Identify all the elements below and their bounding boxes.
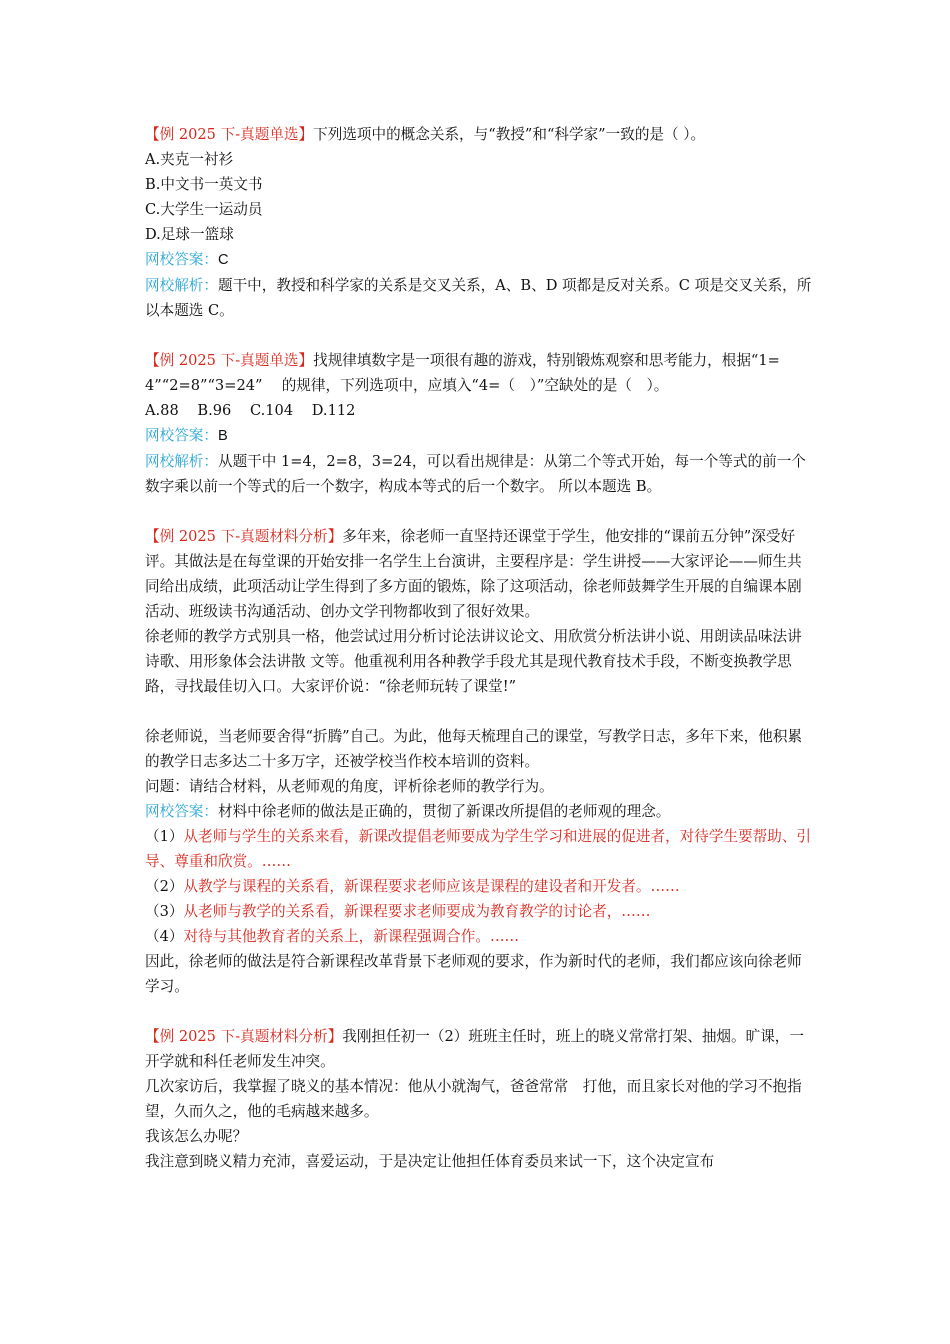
q2-stem-text: 找规律填数字是一项很有趣的游戏，特别锻炼观察和思考能力，根据“1=4”“2=8”“3=24” 的规律，下列选项中，应填入“4=（ ）”空缺处的是（ ）。 — [145, 352, 780, 394]
q2-option-a: A.88 — [145, 402, 179, 419]
q4-para4: 我注意到晓义精力充沛，喜爱运动，于是决定让他担任体育委员来试一下，这个决定宣布 — [145, 1153, 715, 1170]
q3-answer — [145, 799, 813, 824]
q3-question: 问题：请结合材料，从老师观的角度，评析徐老师的教学行为。 — [145, 778, 554, 795]
q3-para2: 徐老师的教学方式别具一格，他尝试过用分析讨论法讲议论文、用欣赏分析法讲小说、用朗读品味法讲诗歌、用形象体会法讲散 文等。他重视利用各种教学手段尤其是现代教育技术手段，不断变换教学思路，寻找最佳切入口。大家评价说：“徐老师玩转了课堂!” — [145, 628, 802, 695]
document-page — [145, 122, 813, 1174]
q1-analysis — [145, 273, 813, 323]
q2-answer-label: 网校答案： — [145, 427, 218, 444]
q1-answer-value: C — [217, 252, 229, 268]
q2-analysis-label: 网校解析： — [145, 453, 218, 470]
q2-option-c: C.104 — [249, 402, 294, 419]
q3-point-4-text: 对待与其他教育者的关系上，新课程强调合作。…… — [183, 928, 520, 945]
q2-answer — [145, 423, 813, 449]
q1-option-a: A.夹克一衬衫 — [145, 151, 234, 168]
q3-point-2 — [145, 874, 813, 899]
q2-option-b: B.96 — [197, 402, 232, 419]
q2-option-d: D.112 — [311, 402, 356, 419]
q4-tag: 【例 2025 下-真题材料分析】 — [145, 1028, 343, 1045]
q1-option-b: B.中文书一英文书 — [145, 176, 263, 193]
q3-point-1-text: 从老师与学生的关系来看，新课改提倡老师要成为学生学习和进展的促进者，对待学生要帮助、引导、尊重和欣赏。…… — [145, 828, 812, 870]
q3-point-1-num: （1） — [145, 828, 184, 845]
q1-tag: 【例 2025 下-真题单选】 — [145, 126, 314, 143]
q3-point-3 — [145, 899, 813, 924]
q3-point-1 — [145, 824, 813, 874]
q1-answer-label: 网校答案： — [145, 251, 218, 268]
q3-point-2-num: （2） — [145, 878, 184, 895]
q3-answer-label: 网校答案： — [145, 803, 218, 820]
q2-analysis — [145, 449, 813, 499]
q1-analysis-text: 题干中，教授和科学家的关系是交叉关系，A、B、D 项都是反对关系。C 项是交叉关系，所以本题选 C。 — [145, 277, 812, 319]
q2-analysis-text: 从题干中 1=4，2=8，3=24，可以看出规律是：从第二个等式开始，每一个等式的前一个数字乘以前一个等式的后一个数字，构成本等式的后一个数字。 所以本题选 B。 — [145, 453, 806, 495]
q3-point-4 — [145, 924, 813, 949]
q3-para3: 徐老师说，当老师要舍得“折腾”自己。为此，他每天梳理自己的课堂，写教学日志，多年下来，他积累的教学日志多达二十多万字，还被学校当作校本培训的资料。 — [145, 728, 803, 770]
q2-stem — [145, 348, 813, 398]
q3-point-2-text: 从教学与课程的关系看，新课程要求老师应该是课程的建设者和开发者。…… — [183, 878, 680, 895]
q1-answer — [145, 247, 813, 273]
q3-answer-text: 材料中徐老师的做法是正确的，贯彻了新课改所提倡的老师观的理念。 — [217, 803, 671, 820]
q3-point-4-num: （4） — [145, 928, 184, 945]
q2-answer-value: B — [217, 428, 228, 444]
q1-stem-text: 下列选项中的概念关系，与“教授”和“科学家”一致的是（ ）。 — [313, 126, 706, 143]
q1-option-d: D.足球一篮球 — [145, 226, 234, 243]
q4-para3: 我该怎么办呢？ — [145, 1128, 248, 1145]
q4-para1 — [145, 1024, 813, 1074]
q1-analysis-label: 网校解析： — [145, 277, 218, 294]
q3-para1-text: 多年来，徐老师一直坚持还课堂于学生，他安排的“课前五分钟”深受好评。其做法是在每堂课的开始安排一名学生上台演讲，主要程序是：学生讲授——大家评论——师生共同给出成绩，此项活动让学生得到了多方面的锻炼，除了这项活动，徐老师鼓舞学生开展的自编课本剧活动、班级读书沟通活动、创办文学刊物都收到了很好效果。 — [145, 528, 802, 620]
q3-conclusion: 因此，徐老师的做法是符合新课程改革背景下老师观的要求，作为新时代的老师，我们都应该向徐老师学习。 — [145, 953, 802, 995]
q3-point-3-text: 从老师与教学的关系看，新课程要求老师要成为教育教学的讨论者，…… — [183, 903, 651, 920]
q3-tag: 【例 2025 下-真题材料分析】 — [145, 528, 343, 545]
q3-point-3-num: （3） — [145, 903, 184, 920]
q1-option-c: C.大学生一运动员 — [145, 201, 263, 218]
q4-para1-text: 我刚担任初一（2）班班主任时，班上的晓义常常打架、抽烟。旷课，一开学就和科任老师发生冲突。 — [145, 1028, 804, 1070]
q3-para1 — [145, 524, 813, 624]
q2-tag: 【例 2025 下-真题单选】 — [145, 352, 314, 369]
q1-stem — [145, 122, 813, 147]
q4-para2: 几次家访后，我掌握了晓义的基本情况：他从小就淘气，爸爸常常 打他，而且家长对他的学习不抱指望，久而久之，他的毛病越来越多。 — [145, 1078, 802, 1120]
q2-options — [145, 398, 813, 423]
